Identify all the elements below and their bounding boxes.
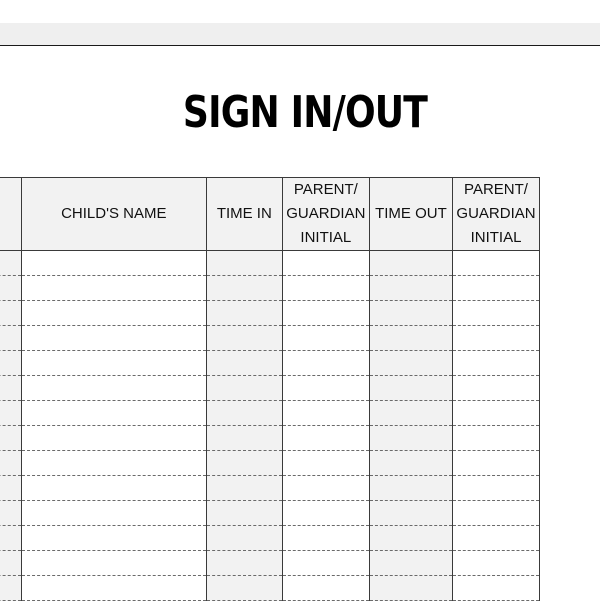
table-row bbox=[0, 401, 540, 426]
parent-initial-in-cell[interactable] bbox=[282, 326, 369, 351]
parent-initial-in-cell[interactable] bbox=[282, 376, 369, 401]
time-in-cell[interactable] bbox=[206, 526, 282, 551]
time-in-cell[interactable] bbox=[206, 351, 282, 376]
column-header-childs-name-label: CHILD'S NAME bbox=[61, 205, 166, 222]
parent-initial-in-cell[interactable] bbox=[282, 576, 369, 601]
parent-initial-in-cell[interactable] bbox=[282, 301, 369, 326]
time-in-cell[interactable] bbox=[206, 451, 282, 476]
childs-name-cell[interactable] bbox=[21, 276, 206, 301]
time-out-cell[interactable] bbox=[369, 576, 452, 601]
time-out-cell[interactable] bbox=[369, 326, 452, 351]
parent-initial-out-cell[interactable] bbox=[453, 326, 540, 351]
table-row bbox=[0, 501, 540, 526]
time-in-cell[interactable] bbox=[206, 376, 282, 401]
parent-initial-out-cell[interactable] bbox=[453, 476, 540, 501]
column-header-time-out-label: TIME OUT bbox=[375, 205, 447, 222]
parent-initial-out-cell[interactable] bbox=[453, 576, 540, 601]
sign-in-out-table bbox=[0, 177, 540, 601]
column-header-time-in bbox=[206, 178, 282, 251]
childs-name-cell[interactable] bbox=[21, 326, 206, 351]
page-title: SIGN IN/OUT bbox=[55, 86, 555, 140]
table-row bbox=[0, 576, 540, 601]
parent-initial-in-cell[interactable] bbox=[282, 476, 369, 501]
table-header-row bbox=[0, 178, 540, 251]
parent-initial-in-cell[interactable] bbox=[282, 551, 369, 576]
childs-name-cell[interactable] bbox=[21, 351, 206, 376]
time-out-cell[interactable] bbox=[369, 351, 452, 376]
time-out-cell[interactable] bbox=[369, 476, 452, 501]
top-header-band bbox=[0, 23, 600, 46]
time-in-cell[interactable] bbox=[206, 551, 282, 576]
date-cell[interactable] bbox=[0, 351, 21, 376]
time-out-cell[interactable] bbox=[369, 451, 452, 476]
time-in-cell[interactable] bbox=[206, 426, 282, 451]
table-row bbox=[0, 351, 540, 376]
childs-name-cell[interactable] bbox=[21, 426, 206, 451]
childs-name-cell[interactable] bbox=[21, 251, 206, 276]
time-out-cell[interactable] bbox=[369, 251, 452, 276]
time-in-cell[interactable] bbox=[206, 301, 282, 326]
parent-initial-in-cell[interactable] bbox=[282, 451, 369, 476]
parent-initial-in-cell[interactable] bbox=[282, 526, 369, 551]
parent-initial-in-cell[interactable] bbox=[282, 401, 369, 426]
parent-initial-out-cell[interactable] bbox=[453, 426, 540, 451]
parent-initial-out-cell[interactable] bbox=[453, 501, 540, 526]
header-line: GUARDIAN bbox=[285, 202, 367, 226]
time-in-cell[interactable] bbox=[206, 276, 282, 301]
time-out-cell[interactable] bbox=[369, 301, 452, 326]
date-cell[interactable] bbox=[0, 301, 21, 326]
time-out-cell[interactable] bbox=[369, 501, 452, 526]
date-cell[interactable] bbox=[0, 576, 21, 601]
date-cell[interactable] bbox=[0, 476, 21, 501]
time-out-cell[interactable] bbox=[369, 276, 452, 301]
table-row bbox=[0, 376, 540, 401]
table-row bbox=[0, 551, 540, 576]
header-line: PARENT/ bbox=[285, 178, 367, 202]
date-cell[interactable] bbox=[0, 401, 21, 426]
parent-initial-out-cell[interactable] bbox=[453, 551, 540, 576]
parent-initial-out-cell[interactable] bbox=[453, 251, 540, 276]
parent-initial-in-cell[interactable] bbox=[282, 251, 369, 276]
childs-name-cell[interactable] bbox=[21, 501, 206, 526]
time-in-cell[interactable] bbox=[206, 251, 282, 276]
parent-initial-in-cell[interactable] bbox=[282, 501, 369, 526]
column-header-parent-guardian-initial-out bbox=[453, 178, 540, 251]
date-cell[interactable] bbox=[0, 526, 21, 551]
time-out-cell[interactable] bbox=[369, 526, 452, 551]
time-out-cell[interactable] bbox=[369, 426, 452, 451]
parent-initial-out-cell[interactable] bbox=[453, 376, 540, 401]
date-cell[interactable] bbox=[0, 376, 21, 401]
date-cell[interactable] bbox=[0, 426, 21, 451]
childs-name-cell[interactable] bbox=[21, 401, 206, 426]
parent-initial-out-cell[interactable] bbox=[453, 401, 540, 426]
childs-name-cell[interactable] bbox=[21, 301, 206, 326]
table-row bbox=[0, 301, 540, 326]
date-cell[interactable] bbox=[0, 276, 21, 301]
header-line: INITIAL bbox=[455, 226, 537, 250]
parent-initial-in-cell[interactable] bbox=[282, 351, 369, 376]
column-header-parent-guardian-initial-in bbox=[282, 178, 369, 251]
childs-name-cell[interactable] bbox=[21, 376, 206, 401]
parent-initial-in-cell[interactable] bbox=[282, 426, 369, 451]
childs-name-cell[interactable] bbox=[21, 451, 206, 476]
parent-initial-out-cell[interactable] bbox=[453, 351, 540, 376]
time-in-cell[interactable] bbox=[206, 501, 282, 526]
table-row bbox=[0, 451, 540, 476]
table-row bbox=[0, 276, 540, 301]
date-cell[interactable] bbox=[0, 501, 21, 526]
header-line: GUARDIAN bbox=[455, 202, 537, 226]
time-out-cell[interactable] bbox=[369, 551, 452, 576]
time-in-cell[interactable] bbox=[206, 576, 282, 601]
time-in-cell[interactable] bbox=[206, 401, 282, 426]
childs-name-cell[interactable] bbox=[21, 526, 206, 551]
column-header-childs-name bbox=[21, 178, 206, 251]
table-row bbox=[0, 326, 540, 351]
time-out-cell[interactable] bbox=[369, 401, 452, 426]
date-cell[interactable] bbox=[0, 251, 21, 276]
table-row bbox=[0, 526, 540, 551]
parent-initial-out-cell[interactable] bbox=[453, 451, 540, 476]
header-line: PARENT/ bbox=[455, 178, 537, 202]
parent-initial-out-cell[interactable] bbox=[453, 526, 540, 551]
header-line: INITIAL bbox=[285, 226, 367, 250]
childs-name-cell[interactable] bbox=[21, 476, 206, 501]
column-header-time-in-label: TIME IN bbox=[217, 205, 272, 222]
parent-initial-in-cell[interactable] bbox=[282, 276, 369, 301]
date-cell[interactable] bbox=[0, 451, 21, 476]
parent-initial-out-cell[interactable] bbox=[453, 276, 540, 301]
table-row bbox=[0, 426, 540, 451]
time-out-cell[interactable] bbox=[369, 376, 452, 401]
table-body bbox=[0, 251, 540, 601]
table-row bbox=[0, 476, 540, 501]
childs-name-cell[interactable] bbox=[21, 576, 206, 601]
time-in-cell[interactable] bbox=[206, 326, 282, 351]
parent-initial-out-cell[interactable] bbox=[453, 301, 540, 326]
time-in-cell[interactable] bbox=[206, 476, 282, 501]
column-header-time-out bbox=[369, 178, 452, 251]
date-cell[interactable] bbox=[0, 551, 21, 576]
childs-name-cell[interactable] bbox=[21, 551, 206, 576]
date-cell[interactable] bbox=[0, 326, 21, 351]
table-row bbox=[0, 251, 540, 276]
column-header-date bbox=[0, 178, 21, 251]
